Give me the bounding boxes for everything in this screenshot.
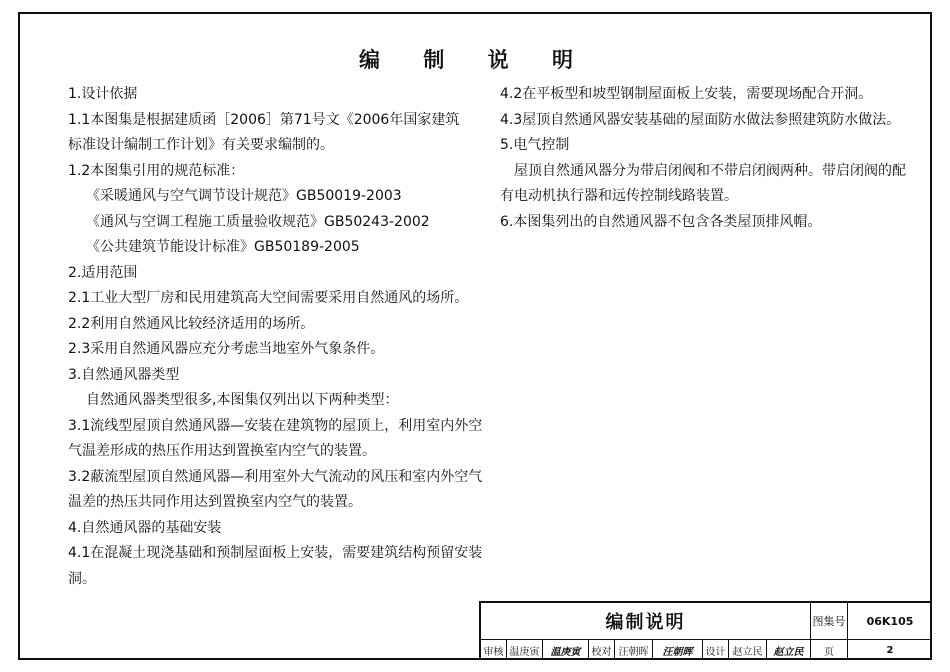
drawing-name: 编制说明	[481, 603, 811, 640]
text-line: 2.适用范围	[68, 264, 138, 281]
text-line: 气温差形成的热压作用达到置换室内空气的装置。	[68, 443, 376, 459]
text-line: 4.2在平板型和坡型钢制屋面板上安装，需要现场配合开洞。	[500, 86, 873, 102]
text-line: 《采暖通风与空气调节设计规范》GB50019-2003	[86, 188, 402, 204]
text-line: 《公共建筑节能设计标准》GB50189-2005	[86, 239, 360, 255]
right-column	[500, 82, 906, 235]
atlas-no: 06K105	[848, 603, 932, 640]
left-column	[68, 82, 483, 592]
text-line: 屋顶自然通风器分为带启闭阀和不带启闭阀两种。带启闭阀的配	[514, 162, 906, 179]
text-line: 1.2本图集引用的规范标准：	[68, 162, 245, 179]
title-block	[479, 601, 932, 660]
reviewer-role: 审核	[481, 640, 507, 660]
text-line: 标准设计编制工作计划》有关要求编制的。	[68, 137, 334, 153]
text-line: 4.自然通风器的基础安装	[68, 519, 222, 536]
signoff-row	[481, 640, 932, 660]
text-line: 温差的热压共同作用达到置换室内空气的装置。	[68, 494, 362, 510]
text-line: 4.3屋顶自然通风器安装基础的屋面防水做法参照建筑防水做法。	[500, 111, 901, 128]
text-line: 3.自然通风器类型	[68, 366, 180, 383]
text-line: 1.1本图集是根据建质函［2006］第71号文《2006年国家建筑	[68, 111, 460, 128]
text-line: 有电动机执行器和远传控制线路装置。	[500, 188, 738, 204]
page-number: 2	[886, 644, 894, 656]
text-line: 6.本图集列出的自然通风器不包含各类屋顶排风帽。	[500, 213, 822, 230]
checker-role: 校对	[589, 640, 615, 660]
text-line: 2.1工业大型厂房和民用建筑高大空间需要采用自然通风的场所。	[68, 290, 469, 306]
checker-name: 汪朝晖	[615, 640, 653, 660]
page-title: 编 制 说 明	[359, 48, 591, 72]
checker-signature: 汪朝晖	[653, 640, 703, 660]
text-line: 《通风与空调工程施工质量验收规范》GB50243-2002	[86, 213, 430, 230]
text-line: 3.2蔽流型屋顶自然通风器—利用室外大气流动的风压和室内外空气	[68, 468, 483, 485]
reviewer-name: 温庚寅	[507, 640, 543, 660]
text-line: 4.1在混凝土现浇基础和预制屋面板上安装，需要建筑结构预留安装	[68, 545, 483, 561]
text-line: 5.电气控制	[500, 137, 570, 153]
text-line: 2.3采用自然通风器应充分考虑当地室外气象条件。	[68, 341, 385, 357]
text-line: 1.设计依据	[68, 86, 138, 102]
text-line: 自然通风器类型很多,本图集仅列出以下两种类型：	[86, 392, 399, 408]
designer-signature: 赵立民	[767, 640, 811, 660]
designer-role: 设计	[703, 640, 729, 660]
text-line: 3.1流线型屋顶自然通风器—安装在建筑物的屋顶上，利用室内外空	[68, 417, 483, 434]
designer-name: 赵立民	[729, 640, 767, 660]
page-label: 页	[811, 640, 848, 660]
atlas-no-label: 图集号	[811, 603, 848, 640]
reviewer-signature: 温庚寅	[543, 640, 589, 660]
text-line: 2.2利用自然通风比较经济适用的场所。	[68, 315, 315, 332]
text-line: 洞。	[68, 570, 96, 587]
